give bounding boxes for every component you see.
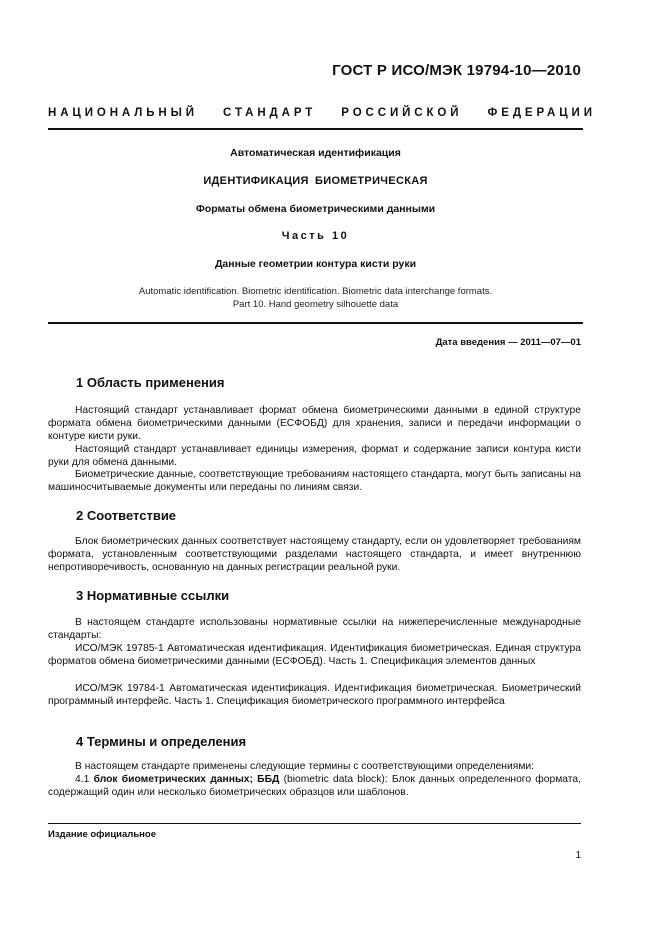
english-title-line-2: Part 10. Hand geometry silhouette data <box>232 299 399 310</box>
title-line-1: Автоматическая идентификация <box>230 147 401 159</box>
section-4-paragraph-1: В настоящем стандарте применены следующие термины с соответствующими определениями: <box>75 761 535 772</box>
section-3-paragraph-1: В настоящем стандарте использованы нормативные ссылки на нижеперечисленные международные стандарты: <box>48 617 581 642</box>
national-standard-banner: НАЦИОНАЛЬНЫЙ СТАНДАРТ РОССИЙСКОЙ ФЕДЕРАЦИИ <box>48 107 596 119</box>
document-code: ГОСТ Р ИСО/МЭК 19794-10—2010 <box>332 62 581 79</box>
section-1-paragraph-2: Настоящий стандарт устанавливает единицы измерения, формат и содержание записи контура кисти руки для обмена данными. <box>48 444 581 469</box>
term-description: (biometric data block): Блок данных определенного формата, содержащий один или несколько биометрических образцов или шаблонов. <box>48 774 581 799</box>
title-divider <box>48 322 583 324</box>
section-2-paragraph-1: Блок биометрических данных соответствует настоящему стандарту, если он удовлетворяет требованиям формата, установленным соответствующими разделами настоящего стандарта, и имеет внутреннюю непротиворечивость, основанную на данных регистрации реальной руки. <box>48 536 581 574</box>
english-title-line-1: Automatic identification. Biometric identification. Biometric data interchange formats. <box>138 286 493 297</box>
section-1-paragraph-1: Настоящий стандарт устанавливает формат обмена биометрическими данными в единой структуре формата обмена биометрическими данными (ЕСФОБД) для хранения, записи и передачи информации о контуре кисти руки. <box>48 405 581 443</box>
section-3-reference-1: ИСО/МЭК 19785-1 Автоматическая идентификация. Идентификация биометрическая. Единая структура форматов обмена биометрическими данными (ЕСФОБД). Часть 1. Спецификация элементов данных <box>48 643 581 668</box>
term-name: блок биометрических данных; ББД <box>93 774 280 785</box>
introduction-date: Дата введения — 2011—07—01 <box>435 337 581 348</box>
section-1-paragraph-3: Биометрические данные, соответствующие требованиям настоящего стандарта, могут быть записаны на машиносчитываемые документы или переданы по линиям связи. <box>48 469 581 494</box>
term-number: 4.1 <box>75 774 90 785</box>
title-line-5: Данные геометрии контура кисти руки <box>214 258 417 270</box>
term-definition-4-1 <box>48 773 581 799</box>
title-part: Часть 10 <box>281 230 350 242</box>
english-title <box>48 285 583 311</box>
section-4-heading: 4 Термины и определения <box>76 734 247 749</box>
title-line-3: Форматы обмена биометрическими данными <box>195 203 436 215</box>
edition-label: Издание официальное <box>48 829 156 840</box>
section-3-reference-2: ИСО/МЭК 19784-1 Автоматическая идентификация. Идентификация биометрическая. Биометрический программный интерфейс. Часть 1. Спецификация биометрического программного интерфейса <box>48 683 581 708</box>
section-3-heading: 3 Нормативные ссылки <box>76 588 230 603</box>
footer-divider <box>48 823 581 824</box>
title-line-2: ИДЕНТИФИКАЦИЯ БИОМЕТРИЧЕСКАЯ <box>203 175 428 187</box>
section-2-heading: 2 Соответствие <box>76 508 177 523</box>
section-1-heading: 1 Область применения <box>76 375 225 390</box>
page-number: 1 <box>575 850 581 861</box>
top-divider <box>48 128 583 130</box>
